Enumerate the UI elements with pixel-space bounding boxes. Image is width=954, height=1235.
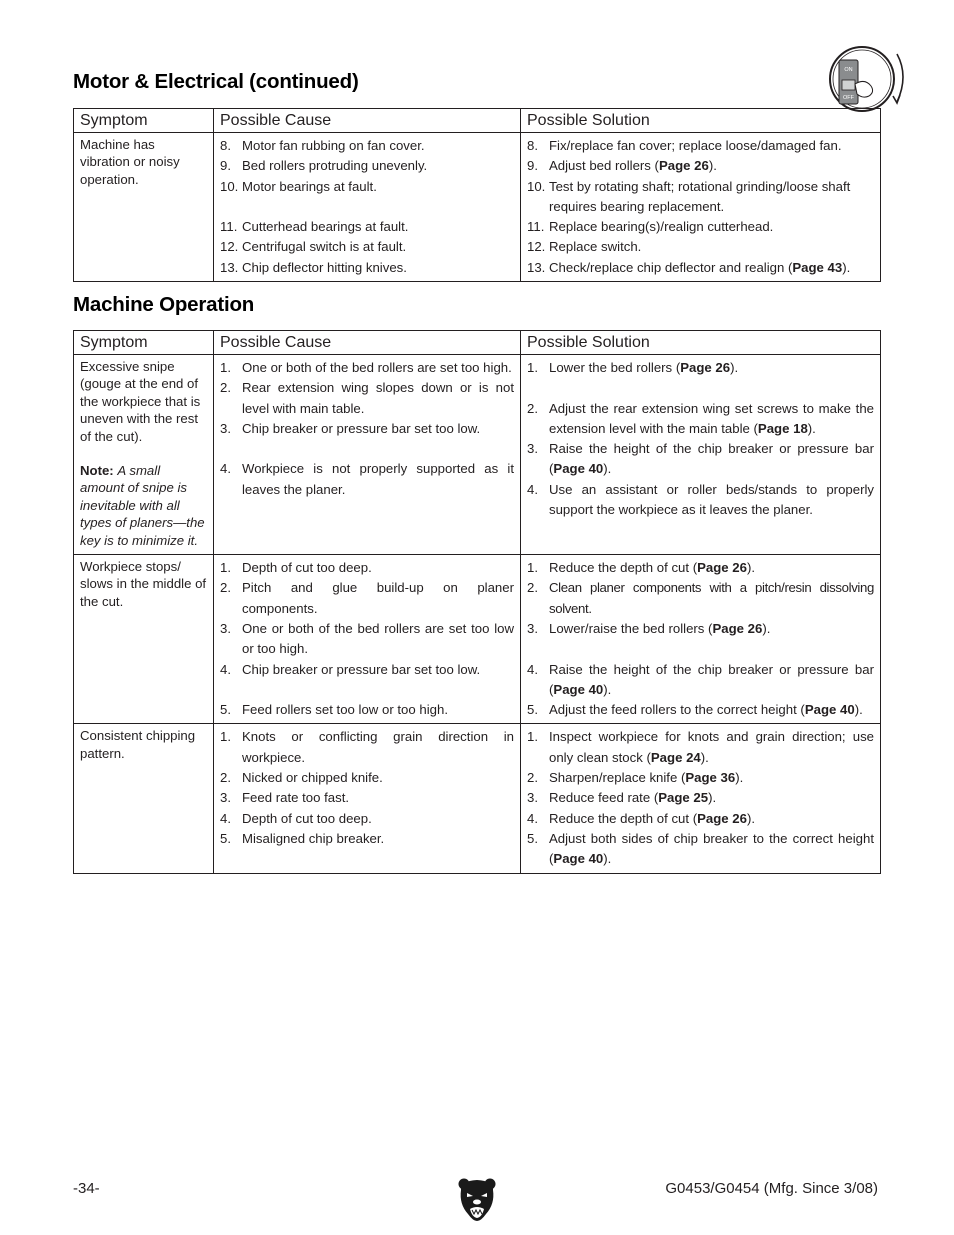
list-item: 3. Feed rate too fast. bbox=[220, 790, 350, 806]
note-text: A small amount of snipe is inevitable with all types of planers—the key is to minimize it. bbox=[80, 463, 205, 548]
bear-head-logo-icon bbox=[458, 1176, 496, 1227]
cause-cell bbox=[214, 555, 521, 724]
list-item: 5. Misaligned chip breaker. bbox=[220, 830, 385, 846]
list-item: 2. Rear extension wing slopes down or is not level with main table. bbox=[220, 380, 514, 416]
list-item: 4. Depth of cut too deep. bbox=[220, 810, 372, 826]
page-reference: Page 26 bbox=[697, 560, 747, 576]
list-item: 9. Bed rollers protruding unevenly. bbox=[220, 158, 428, 174]
page-reference: Page 26 bbox=[712, 620, 763, 636]
list-item: 4. Raise the height of the chip breaker or pressure bar (Page 40). bbox=[527, 661, 874, 697]
symptom-text: Machine has vibration or noisy operation. bbox=[80, 137, 180, 187]
solution-cell bbox=[521, 133, 881, 282]
header-possible-solution: Possible Solution bbox=[521, 331, 881, 355]
switch-on-label: ON bbox=[844, 67, 853, 73]
list-item: 12. Centrifugal switch is at fault. bbox=[220, 239, 407, 255]
list-item: 12. Replace switch. bbox=[527, 239, 642, 255]
list-item: 3. Raise the height of the chip breaker or pressure bar (Page 40). bbox=[527, 441, 874, 477]
list-item: 3. Chip breaker or pressure bar set too low. bbox=[220, 420, 481, 436]
header-possible-cause: Possible Cause bbox=[214, 331, 521, 355]
page-reference: Page 25 bbox=[658, 790, 709, 806]
list-item: 5. Adjust the feed rollers to the correct height (Page 40). bbox=[527, 702, 863, 718]
symptom-cell bbox=[74, 555, 214, 724]
page-number: -34- bbox=[73, 1180, 100, 1197]
list-item: 3. Lower/raise the bed rollers (Page 26). bbox=[527, 620, 771, 636]
section-title-motor-electrical: Motor & Electrical (continued) bbox=[73, 70, 359, 93]
switch-off-label: OFF bbox=[843, 95, 854, 101]
table-header-row bbox=[74, 109, 881, 133]
list-item: 5. Adjust both sides of chip breaker to the correct height (Page 40). bbox=[527, 830, 874, 867]
header-symptom: Symptom bbox=[74, 331, 214, 355]
cause-cell bbox=[214, 133, 521, 282]
page-reference: Page 18 bbox=[757, 420, 808, 436]
list-item: 1. Lower the bed rollers (Page 26). bbox=[527, 360, 739, 375]
symptom-cell bbox=[74, 724, 214, 873]
list-item: 1. Depth of cut too deep. bbox=[220, 560, 372, 576]
list-item: 3. One or both of the bed rollers are set too low or too high. bbox=[220, 620, 514, 657]
list-item: 10. Motor bearings at fault. bbox=[220, 178, 377, 194]
page-reference: Page 40 bbox=[553, 461, 604, 477]
model-info: G0453/G0454 (Mfg. Since 3/08) bbox=[665, 1180, 878, 1197]
header-possible-cause: Possible Cause bbox=[214, 109, 521, 133]
page-reference: Page 36 bbox=[685, 770, 736, 786]
cause-cell bbox=[214, 724, 521, 873]
list-item: 1. Knots or conflicting grain direction in workpiece. bbox=[220, 729, 514, 765]
list-item: 5. Feed rollers set too low or too high. bbox=[220, 702, 448, 718]
header-possible-solution: Possible Solution bbox=[521, 109, 881, 133]
list-item: 2. Nicked or chipped knife. bbox=[220, 770, 383, 786]
list-item: 10. Test by rotating shaft; rotational grinding/loose shaft requires bearing replacement. bbox=[527, 178, 851, 214]
table-row bbox=[74, 724, 881, 873]
list-item: 2. Clean planer components with a pitch/resin dissolving solvent. bbox=[527, 580, 874, 616]
page-reference: Page 43 bbox=[792, 259, 843, 275]
symptom-text: Consistent chipping pattern. bbox=[80, 728, 196, 761]
list-item: 13. Check/replace chip deflector and realign (Page 43). bbox=[527, 259, 851, 275]
table-row bbox=[74, 355, 881, 555]
symptom-note bbox=[80, 462, 207, 549]
symptom-text: Workpiece stops/ slows in the middle of the cut. bbox=[80, 559, 207, 609]
page-reference: Page 24 bbox=[650, 749, 701, 765]
table-header-row bbox=[74, 331, 881, 355]
page-reference: Page 40 bbox=[553, 681, 604, 697]
list-item: 4. Workpiece is not properly supported as it leaves the planer. bbox=[220, 461, 514, 497]
list-item: 11. Cutterhead bearings at fault. bbox=[220, 219, 409, 235]
solution-cell bbox=[521, 555, 881, 724]
page-reference: Page 26 bbox=[658, 158, 709, 174]
list-item: 1. Inspect workpiece for knots and grain direction; use only clean stock (Page 24). bbox=[527, 729, 874, 765]
cause-cell bbox=[214, 355, 521, 555]
list-item: 4. Chip breaker or pressure bar set too low. bbox=[220, 661, 481, 677]
symptom-cell bbox=[74, 355, 214, 555]
list-item: 8. Fix/replace fan cover; replace loose/damaged fan. bbox=[527, 138, 842, 153]
solution-cell bbox=[521, 724, 881, 873]
list-item: 2. Pitch and glue build-up on planer components. bbox=[220, 580, 514, 616]
list-item: 2. Sharpen/replace knife (Page 36). bbox=[527, 770, 744, 786]
page-reference: Page 40 bbox=[553, 851, 604, 867]
list-item: 1. Reduce the depth of cut (Page 26). bbox=[527, 560, 756, 576]
table-row bbox=[74, 555, 881, 724]
list-item: 11. Replace bearing(s)/realign cutterhead. bbox=[527, 219, 774, 235]
list-item: 9. Adjust bed rollers (Page 26). bbox=[527, 158, 717, 174]
symptom-cell bbox=[74, 133, 214, 282]
list-item: 3. Reduce feed rate (Page 25). bbox=[527, 790, 717, 806]
list-item: 13. Chip deflector hitting knives. bbox=[220, 259, 407, 275]
header-symptom: Symptom bbox=[74, 109, 214, 133]
table-row bbox=[74, 133, 881, 282]
list-item: 1. One or both of the bed rollers are set too high. bbox=[220, 360, 512, 375]
page-reference: Page 40 bbox=[804, 702, 855, 718]
solution-cell bbox=[521, 355, 881, 555]
list-item: 4. Use an assistant or roller beds/stands to properly support the workpiece as it leaves the planer. bbox=[527, 481, 874, 518]
note-label: Note: bbox=[80, 463, 114, 479]
page-reference: Page 26 bbox=[697, 810, 747, 826]
list-item: 2. Adjust the rear extension wing set screws to make the extension level with the main table (Page 18). bbox=[527, 400, 874, 436]
list-item: 4. Reduce the depth of cut (Page 26). bbox=[527, 810, 756, 826]
troubleshooting-table-motor-electrical bbox=[73, 108, 881, 282]
list-item: 8. Motor fan rubbing on fan cover. bbox=[220, 138, 425, 153]
page-reference: Page 26 bbox=[680, 360, 731, 375]
troubleshooting-table-machine-operation bbox=[73, 330, 881, 874]
symptom-text: Excessive snipe (gouge at the end of the workpiece that is uneven with the rest of the cut). bbox=[80, 359, 201, 444]
section-title-machine-operation: Machine Operation bbox=[73, 293, 255, 316]
